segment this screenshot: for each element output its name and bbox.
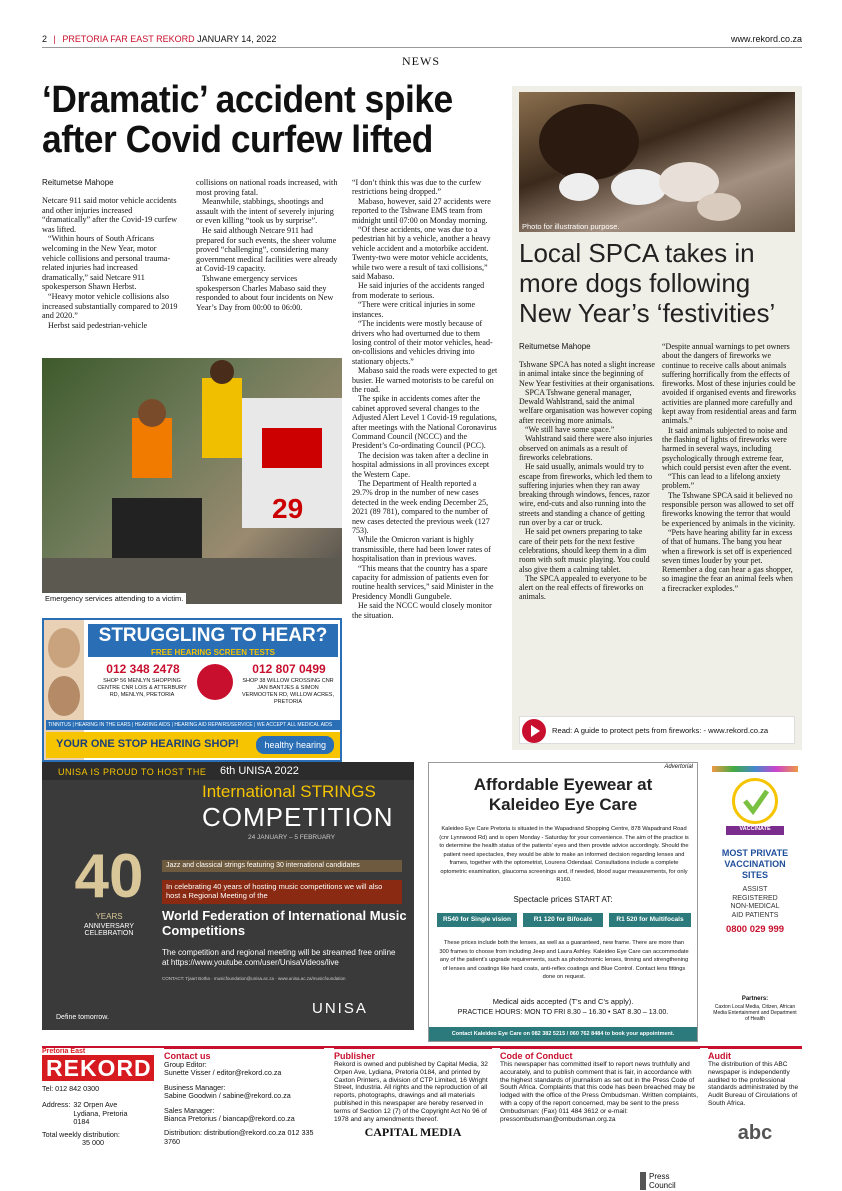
group-editor-label: Group Editor: [164, 1060, 207, 1069]
unisa-title1: International STRINGS [202, 782, 376, 801]
story1-col3 [352, 178, 498, 620]
footer-tel: Tel: 012 842 0300 [42, 1084, 100, 1093]
footer-address-label: Address: [42, 1100, 71, 1110]
spca-paragraph: “Despite annual warnings to pet owners about the dangers of fireworks we continue to receive calls about animals suffering horrifically from the effects of fireworks. Most of these injuries could be avoided if organised events and fireworks activities are planned more carefully and kept away from residential areas and farm animals.” [662, 342, 797, 426]
vaccinate-line1: MOST PRIVATE [721, 848, 789, 858]
unisa-federation: World Federation of International Music Competitions [162, 908, 407, 938]
spca-read-more[interactable] [519, 716, 795, 744]
contact-heading: Contact us [164, 1048, 324, 1061]
spca-col1 [519, 360, 655, 602]
vaccinate-heading [708, 848, 802, 881]
spca-paragraph: Wahlstrand said there were also injuries observed on animals as a result of fireworks celebrations. [519, 434, 653, 462]
vaccinate-assist-line: ASSIST [742, 886, 768, 893]
site-url[interactable]: www.rekord.co.za [730, 34, 802, 44]
vaccinate-badge: VACCINATE [726, 826, 784, 835]
audit-text: The distribution of this ABC newspaper is independently audited to the professional standards administrated by the Audit Bureau of Circulations of South Africa. [708, 1061, 799, 1107]
story1-col2 [196, 178, 338, 312]
masthead-logo: REKORD [42, 1055, 154, 1081]
story1-paragraph: The Department of Health reported a 29.7% drop in the number of new cases detected in the week ending December 25, 2021 (89 781), compared to the number of new cases detected the previous week (127 753). [352, 479, 490, 536]
eyewear-price-single: R540 for Single vision [437, 913, 517, 927]
story1-paragraph: Netcare 911 said motor vehicle accidents and other injuries increased “dramatically” after the Covid-19 curfew was lifted. [42, 196, 178, 234]
eyewear-price-bifocal: R1 120 for Bifocals [523, 913, 603, 927]
unisa-edition: 6th UNISA 2022 [220, 765, 299, 777]
footer-audit [708, 1048, 802, 1145]
spca-photo-caption: Photo for illustration purpose. [522, 222, 620, 231]
dogs-illustration [519, 92, 795, 232]
spca-paragraph: It said animals subjected to noise and the flashing of lights of fireworks were harmed in several ways, including psychologically through extreme fear, which could persist even after the event. [662, 425, 792, 472]
eyewear-title2: Kaleideo Eye Care [488, 795, 638, 814]
issue-date: JANUARY 14, 2022 [197, 34, 277, 44]
footer-distribution-label: Total weekly distribution: [42, 1129, 120, 1139]
eyewear-details: These prices include both the lenses, as well as a guaranteed, new frame. There are more than 300 frames to choose from including Jeep and Laura Ashley. Kaleideo Eye Care can accommodate any of the patient’s upgrade requirements, such as photochromic lenses, tinning and strengthening of lenses and coatings like hard coats, anti-reflex coatings and Blue Control. Contact lens fittings done on request. [439, 940, 689, 980]
ear-icon [48, 676, 80, 716]
anniversary-emblem [54, 842, 164, 952]
hearing-address-2: SHOP 38 WILLOW CROSSING CNR JAN BANTJES & SIMON VERMOOTEN RD, WILLOW ACRES, PRETORIA [242, 678, 334, 705]
footer-address-row [42, 1101, 154, 1126]
spca-paragraph: The Tshwane SPCA said it believed no responsible person was allowed to set off fireworks knowing the terror that would be experienced by animals in the vicinity. [662, 490, 795, 528]
hearing-address-1: SHOP 56 MENLYN SHOPPING CENTRE CNR LOIS & ATTERBURY RD, MENLYN, PRETORIA [97, 678, 187, 698]
page-header [42, 34, 802, 44]
publisher-heading: Publisher [334, 1048, 492, 1061]
story1-paragraph: “Of these accidents, one was due to a pedestrian hit by a vehicle, another a heavy vehicle accident and a motorbike accident. Twenty-two were motor vehicle accidents, while two were a result of taxi collisions,” said Mabaso. [352, 225, 491, 282]
code-text: This newspaper has committed itself to report news truthfully and accurately, and to publish comment that is fair, in accordance with the highest standards of journalism as set out in the Press Code of South Africa. Complaints that this code has been breached may be lodged with the office of the Press Ombudsman. Written complaints, with a copy of the report concerned, may be sent to the press Ombudsman: (Fax) 011 484 3612 or e-mail: pressombudsman@ombudsman.org.za [500, 1061, 699, 1123]
vaccinate-partners-label: Partners: [741, 996, 769, 1002]
hearing-ad[interactable] [42, 618, 342, 762]
spca-paragraph: SPCA Tshwane general manager, Dewald Wahlstrand, said the animal welfare organisation was however coping after receiving more animals. [519, 387, 653, 425]
healthy-hearing-logo: healthy hearing [256, 736, 334, 754]
masthead-small: Pretoria East [42, 1048, 86, 1055]
vaccinate-assist [708, 886, 802, 920]
unisa-ad[interactable] [42, 762, 414, 1030]
hearing-tagline-bar [46, 732, 340, 758]
story1-paragraph: “Heavy motor vehicle collisions also increased substantially compared to 2019 and 2020.” [42, 291, 178, 321]
eyewear-price-multifocal: R1 520 for Multifocals [609, 913, 691, 927]
story1-paragraph: He said injuries of the accidents ranged from moderate to serious. [352, 281, 485, 300]
header-separator: | [53, 34, 56, 44]
vaccinate-phone[interactable]: 0800 029 999 [725, 924, 785, 935]
eyewear-title [429, 775, 697, 815]
code-heading: Code of Conduct [500, 1048, 700, 1061]
story1-col1 [42, 196, 182, 330]
ear-icon [48, 628, 80, 668]
spca-paragraph: He said usually, animals would try to escape from fireworks, which led them to suffering injuries when they ran away breaking through windows, fences, razor wire, end-cuts and also running into the streets and standing a chance of getting run over by a car or truck. [519, 462, 653, 528]
vaccinate-ad[interactable] [708, 762, 802, 1042]
spca-paragraph: He said pet owners preparing to take care of their pets for the next festive celebrations, should keep them in a dim room with soft music playing. You could also give them a calming tablet. [519, 527, 650, 574]
hearing-ad-title: STRUGGLING TO HEAR? [88, 624, 338, 648]
sales-manager[interactable]: Bianca Pretorius / biancap@rekord.co.za [164, 1114, 295, 1124]
footer-distribution: 35 000 [82, 1138, 104, 1148]
paper-name: PRETORIA FAR EAST REKORD [62, 34, 195, 44]
story1-paragraph: “This means that the country has a spare capacity for admission of patients even for routine health services,” said Minister in the Presidency Mondli Gungubele. [352, 563, 494, 601]
publisher-text: Rekord is owned and published by Capital Media, 32 Orpen Ave, Lydiana, Pretoria 0184, and printed by Caxton Printers, a division of CTP Limited, 16 Wright Street, Industria. All rights and the reproduction of all reports, photographs, drawings and all materials published in this newspaper are hereby reserved in terms of Section 12 (7) of the Copyright Act No 96 of 1978 and any amendments thereof. [334, 1061, 488, 1123]
story1-photo [42, 358, 342, 604]
header-rule [42, 47, 802, 48]
spca-byline: Reitumetse Mahope [519, 342, 591, 351]
story1-paragraph: He said although Netcare 911 had prepared for such events, the sheer volume proved “challenging”, considering many government medical facilities were already at Covid-19 capacity. [196, 225, 338, 274]
vaccinate-registered-line: REGISTERED [732, 894, 778, 902]
spca-col2 [662, 342, 798, 593]
eyewear-hours: PRACTICE HOURS: MON TO FRI 8.30 – 16.30 • SAT 8.30 – 13.00. [457, 1009, 669, 1016]
eyewear-contact[interactable]: Contact Kaleideo Eye Care on 082 382 5215 / 060 762 8484 to book your appointment. [429, 1027, 697, 1041]
unisa-logo: UNISA [312, 1000, 368, 1017]
spca-headline-line2: more dogs following [519, 268, 751, 298]
anniv-years: YEARS [95, 912, 123, 921]
capital-media-logo: CAPITAL MEDIA [364, 1125, 462, 1140]
vaccinate-nonmedical-line: NON-MEDICAL [730, 903, 780, 910]
spca-headline [519, 238, 799, 328]
anniv-label: ANNIVERSARY CELEBRATION [83, 923, 135, 937]
spca-read-more-text: Read: A guide to protect pets from fireworks: - www.rekord.co.za [552, 726, 769, 735]
unisa-streamed[interactable]: The competition and regional meeting will be streamed free online at https://www.youtube.com/user/UnisaVideos/live [162, 948, 396, 967]
business-label: Business Manager: [164, 1082, 226, 1092]
hearing-phone-1[interactable]: 012 348 2478 [106, 662, 180, 676]
eyewear-title1: Affordable Eyewear at [473, 775, 653, 794]
sales-label: Sales Manager: [164, 1105, 215, 1115]
story1-paragraph: Meanwhile, stabbings, shootings and assault with the intent of severely injuring or even killing “took us by surprise”. [196, 197, 334, 226]
distribution-contact[interactable]: Distribution: distribution@rekord.co.za 012 335 3760 [164, 1128, 314, 1146]
unisa-contact: CONTACT: Tjaart Botha · musicfoundation@unisa.ac.za · www.unisa.ac.za/musicfoundation [162, 976, 346, 981]
footer-masthead [42, 1048, 154, 1147]
checkmark-icon [732, 778, 778, 824]
story1-paragraph: “The incidents were mostly because of drivers who had overturned due to them losing control of their motor vehicles, head-on-collisions and vehicles driving into stationary objects.” [352, 319, 493, 366]
anniv-number: 40 [74, 842, 144, 911]
story1-paragraph: collisions on national roads increased, with most proving fatal. [196, 178, 338, 197]
story1-paragraph: Tshwane emergency services spokesperson Charles Mabaso said they responded to about four incidents on New Year’s Day from 00:00 to 06:00. [196, 273, 334, 312]
footer-publisher [334, 1048, 492, 1140]
story1-paragraph: Herbst said pedestrian-vehicle [48, 320, 148, 330]
story1-paragraph: The decision was taken after a decline in hospital admissions in all provinces except the Western Cape. [352, 450, 490, 479]
spca-paragraph: “We still have some space.” [525, 425, 615, 435]
story1-paragraph: “There were critical injuries in some instances. [352, 300, 476, 319]
hearing-tagline: YOUR ONE STOP HEARING SHOP! [56, 738, 239, 750]
press-council-logo: Press Council [640, 1172, 694, 1190]
unisa-title2: COMPETITION [202, 802, 394, 832]
spca-paragraph: “Pets have hearing ability far in excess of that of humans. The bang you hear when a firework is set off is experienced seven times louder by your pet. Remember a dog can hear a gas shopper, so imagine the fear an animal feels when a firecracker explodes.” [662, 527, 793, 593]
spca-paragraph: “This can lead to a lifelong anxiety problem.” [662, 472, 781, 491]
svg-text:29: 29 [272, 493, 304, 524]
eyewear-prices-start: Spectacle prices START AT: [513, 895, 613, 904]
footer-code [500, 1048, 700, 1190]
spca-photo [519, 92, 795, 232]
story1-photo-caption: Emergency services attending to a victim. [42, 593, 186, 604]
vaccinate-aid-line: AID PATIENTS [731, 911, 779, 919]
unisa-celebrating: In celebrating 40 years of hosting music competitions we will also host a Regional Meeting of the [162, 880, 402, 904]
story1-paragraph: The spike in accidents comes after the cabinet approved several changes to the Adjusted Alert Level 1 Covid-19 regulations, after meetings with the National Coronavirus Command Council (NCCC) and the President’s Co-ordinating Council (PCC). [352, 394, 497, 451]
unisa-featuring: Jazz and classical strings featuring 30 international candidates [162, 860, 402, 872]
emergency-scene-illustration [42, 358, 342, 604]
hearing-ad-subtitle: FREE HEARING SCREEN TESTS [88, 648, 338, 657]
flag-bunting [712, 766, 798, 772]
spca-headline-line3: New Year’s ‘festivities’ [519, 298, 776, 328]
footer-contact [164, 1048, 324, 1146]
section-label: NEWS [402, 54, 440, 68]
spca-paragraph: Tshwane SPCA has noted a slight increase in animal intake since the beginning of New Year festivities at their organisations. [519, 360, 655, 388]
story1-headline-line2: after Covid curfew lifted [42, 119, 433, 161]
story1-paragraph: He said the NCCC would closely monitor the situation. [352, 601, 492, 620]
business-manager[interactable]: Sabine Goodwin / sabine@rekord.co.za [164, 1091, 291, 1101]
abc-logo: abc [737, 1121, 773, 1144]
audit-heading: Audit [708, 1048, 802, 1061]
eyewear-intro: Kaleideo Eye Care Pretoria is situated in the Wapadrand Shopping Centre, 878 Wapadrand Road (cnr Lynnwood Rd) and is open Monday - Saturday for your convenience. The aim of the practice is to determine the health status of the patients’ eyes and then provide advice accordingly. Should the patient need spectacles, they would be able to make an informed decision regarding lenses and frames, together with the optometrist, Lourens Odendaal. Consultations include a complete optometric examination, glaucoma screenings and, if needed, blood sugar measurements, for only R160. [439, 826, 689, 883]
footer-address: 32 Orpen Ave Lydiana, Pretoria 0184 [73, 1100, 128, 1127]
eyewear-medical: Medical aids accepted (T’s and C’s apply). [492, 997, 634, 1006]
vaccinate-line3: SITES [741, 870, 768, 880]
free-test-badge-icon [197, 664, 233, 700]
story1-headline-line1: ‘Dramatic’ accident spike [42, 79, 453, 121]
spca-paragraph: The SPCA appealed to everyone to be alert on the real effects of fireworks on animals. [519, 573, 647, 602]
story1-paragraph: “I don’t think this was due to the curfew restrictions being dropped.” [352, 178, 482, 197]
spca-headline-line1: Local SPCA takes in [519, 238, 755, 268]
eyewear-ad[interactable] [428, 762, 698, 1042]
unisa-proud: UNISA IS PROUD TO HOST THE [58, 767, 207, 777]
unisa-slogan: Define tomorrow. [56, 1014, 109, 1021]
hearing-services: TINNITUS | HEARING IN THE EARS | HEARING AIDS | HEARING AID REPAIRS/SERVICE | WE ACCEPT ALL MEDICAL AIDS [46, 720, 340, 730]
story1-paragraph: Mabaso, however, said 27 accidents were reported to the Tshwane EMS team from midnight until 07:00 on Monday morning. [352, 196, 491, 225]
page-number: 2 [42, 34, 48, 44]
story1-paragraph: “Within hours of South Africans welcoming in the New Year, motor vehicle collisions and personal trauma-related injuries had increased dramatically,” said Netcare 911 spokesperson Shawn Herbst. [42, 234, 171, 292]
group-editor[interactable]: Sunette Visser / editor@rekord.co.za [164, 1068, 282, 1078]
story1-byline: Reitumetse Mahope [42, 178, 114, 187]
vaccinate-partners: Caxton Local Media, Citizen, African Media Entertainment and Department of Health [713, 1004, 797, 1022]
hearing-phone-2[interactable]: 012 807 0499 [252, 662, 326, 676]
eyewear-advertorial: Advertorial [664, 764, 693, 770]
vaccinate-line2: VACCINATION [724, 859, 786, 869]
story1-paragraph: Mabaso said the roads were expected to get busier. He warned motorists to be careful on the road. [352, 366, 498, 394]
unisa-dates: 24 JANUARY – 5 FEBRUARY [248, 834, 336, 841]
story1-headline [42, 80, 479, 160]
play-icon[interactable] [522, 719, 546, 743]
story1-paragraph: While the Omicron variant is highly transmissible, there had been lower rates of hospitalisation than in previous waves. [352, 535, 491, 564]
